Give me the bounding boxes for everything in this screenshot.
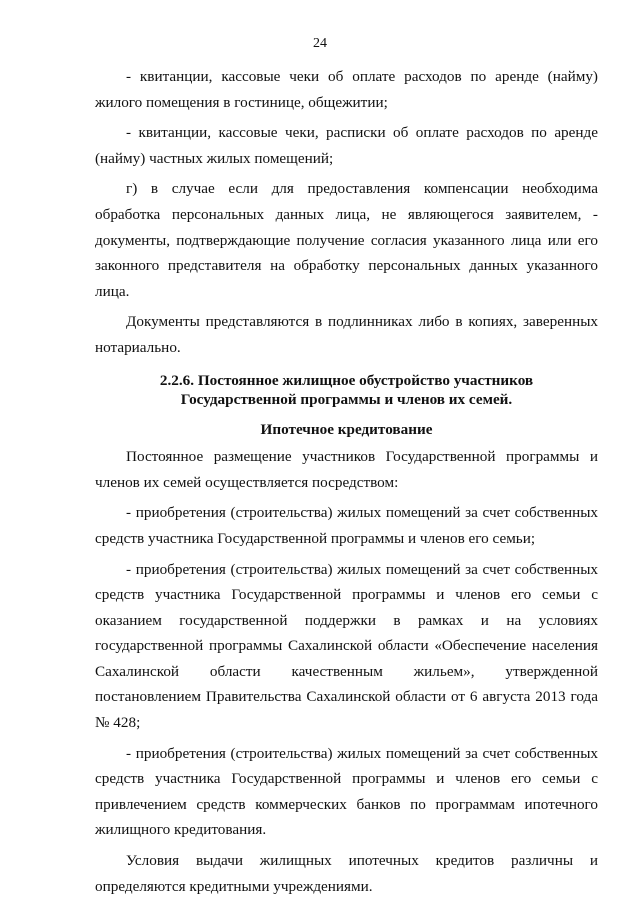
subheading: Ипотечное кредитование — [260, 420, 433, 438]
section-heading-line: Государственной программы и членов их семей. — [180, 390, 513, 408]
paragraph: - приобретения (строительства) жилых помещений за счет собственных средств участника Государственной программы и членов его семьи с привлечением средств коммерческих банков по программам ипотечного жилищного кредитования. — [95, 744, 598, 839]
paragraph: - квитанции, кассовые чеки, расписки об оплате расходов по аренде (найму) частных жилых помещений; — [95, 124, 598, 167]
paragraph: Постоянное размещение участников Государственной программы и членов их семей осуществляется посредством: — [95, 448, 598, 491]
paragraph: - приобретения (строительства) жилых помещений за счет собственных средств участника Государственной программы и членов его семьи с оказанием государственной поддержки в рамках и на условиях государственной программы Сахалинской области «Обеспечение населения Сахалинской области качественным жильем», утвержденной постановлением Правительства Сахалинской области от 6 августа 2013 года № 428; — [95, 560, 598, 732]
page-number: 24 — [313, 36, 327, 51]
section-heading — [95, 371, 598, 409]
paragraph: г) в случае если для предоставления компенсации необходима обработка персональных данных лица, не являющегося заявителем, - документы, подтверждающие получение согласия указанного лица или его законного представителя на обработку персональных данных указанного лица. — [95, 180, 598, 300]
section-heading-line: 2.2.6. Постоянное жилищное обустройство участников — [159, 371, 534, 389]
paragraph: - приобретения (строительства) жилых помещений за счет собственных средств участника Государственной программы и членов его семьи; — [95, 504, 598, 547]
paragraph: Документы представляются в подлинниках либо в копиях, заверенных нотариально. — [95, 313, 598, 356]
document-body — [95, 64, 598, 904]
paragraph: - квитанции, кассовые чеки об оплате расходов по аренде (найму) жилого помещения в гостинице, общежитии; — [95, 68, 598, 111]
paragraph: Условия выдачи жилищных ипотечных кредитов различны и определяются кредитными учреждениями. — [95, 852, 598, 895]
